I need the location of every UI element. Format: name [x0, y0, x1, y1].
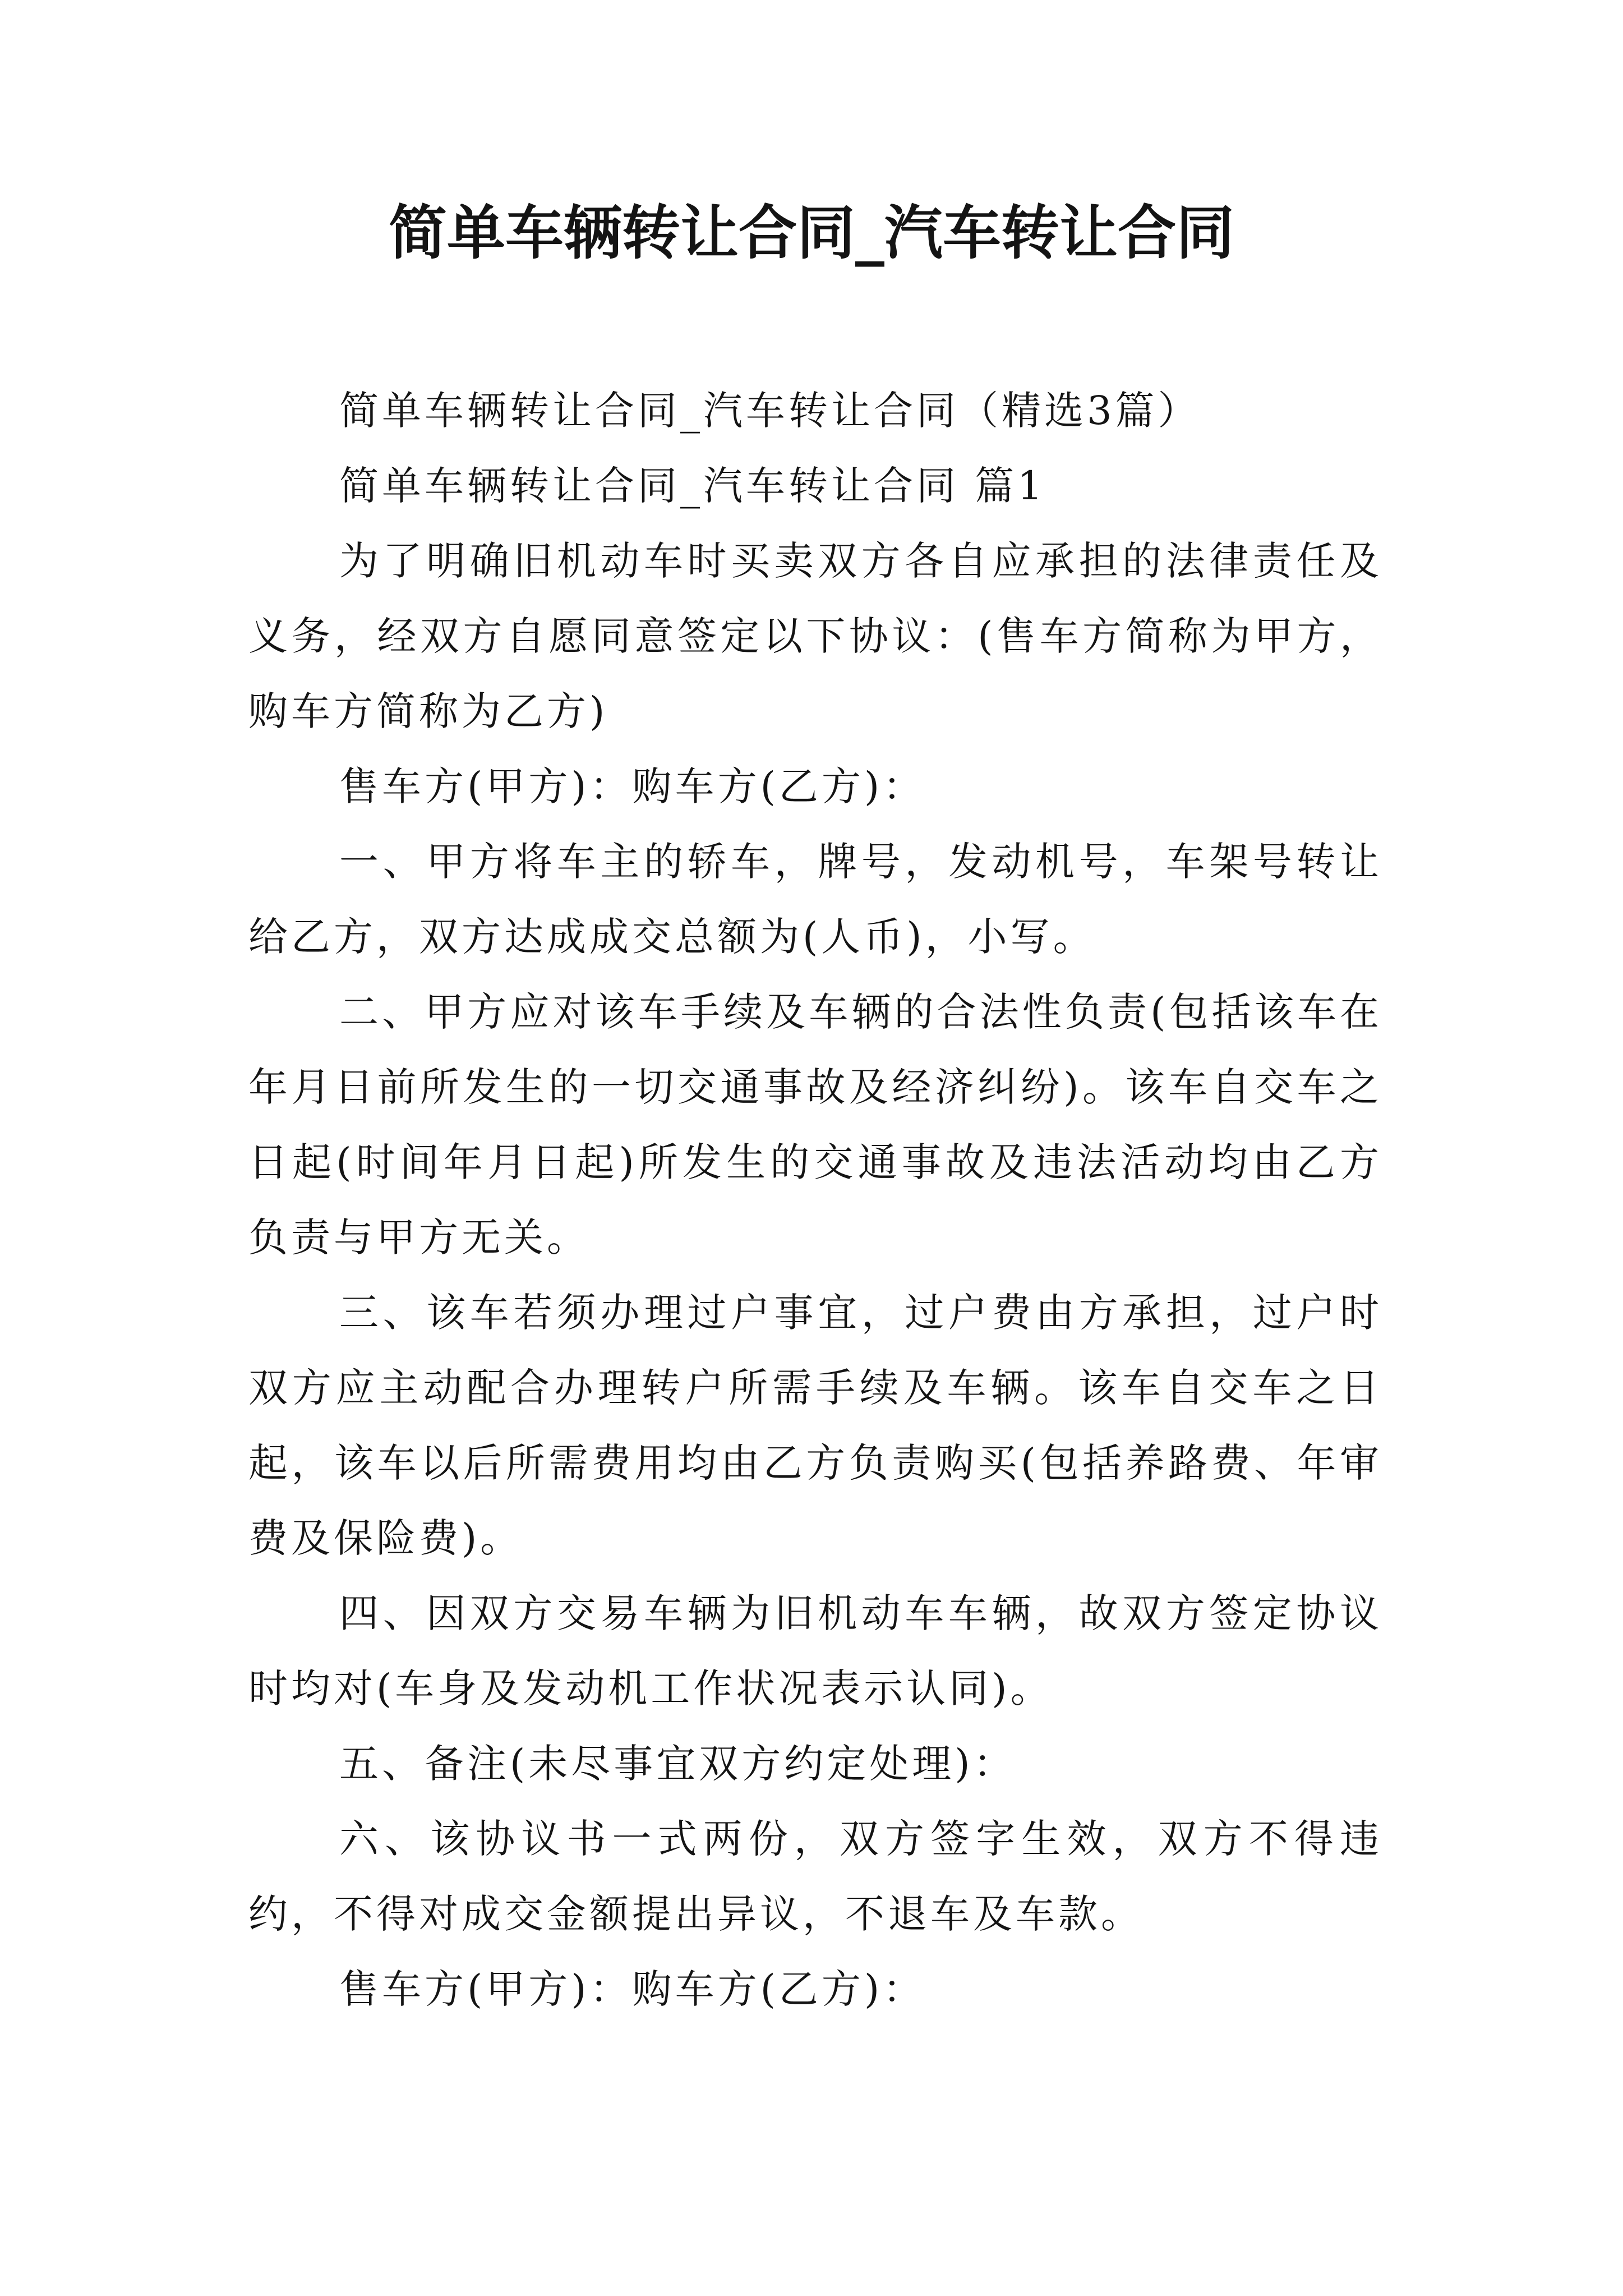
- document-title: 简单车辆转让合同_汽车转让合同: [388, 199, 1234, 267]
- paragraph-clause-5: 五、备注(未尽事宜双方约定处理)：: [339, 1741, 1016, 1787]
- paragraph-clause-4: 四、因双方交易车辆为旧机动车车辆，故双方签定协议时均对(车身及发动机工作状况表示认同)。: [248, 1590, 1382, 1711]
- paragraph-clause-3: 三、该车若须办理过户事宜，过户费由方承担，过户时双方应主动配合办理转户所需手续及车辆。该车自交车之日起，该车以后所需费用均由乙方负责购买(包括养路费、年审费及保险费)。: [248, 1290, 1382, 1561]
- paragraph-clause-2: 二、甲方应对该车手续及车辆的合法性负责(包括该车在年月日前所发生的一切交通事故及经济纠纷)。该车自交车之日起(时间年月日起)所发生的交通事故及违法活动均由乙方负责与甲方无关。: [248, 989, 1382, 1260]
- document-body: [248, 373, 1382, 2027]
- paragraph-clause-1: 一、甲方将车主的轿车，牌号，发动机号，车架号转让给乙方，双方达成成交总额为(人币)，小写。: [248, 839, 1382, 960]
- paragraph-clause-6: 六、该协议书一式两份，双方签字生效，双方不得违约，不得对成交金额提出异议，不退车及车款。: [248, 1816, 1382, 1937]
- paragraph-section-heading: 简单车辆转让合同_汽车转让合同 篇1: [339, 463, 1046, 509]
- paragraph-subtitle: 简单车辆转让合同_汽车转让合同（精选3篇）: [339, 388, 1201, 434]
- paragraph-signature-parties: 售车方(甲方)：购车方(乙方)：: [339, 1966, 926, 2012]
- paragraph-preamble: 为了明确旧机动车时买卖双方各自应承担的法律责任及义务，经双方自愿同意签定以下协议：(售车方简称为甲方，购车方简称为乙方): [248, 538, 1382, 734]
- paragraph-parties: 售车方(甲方)：购车方(乙方)：: [339, 763, 926, 809]
